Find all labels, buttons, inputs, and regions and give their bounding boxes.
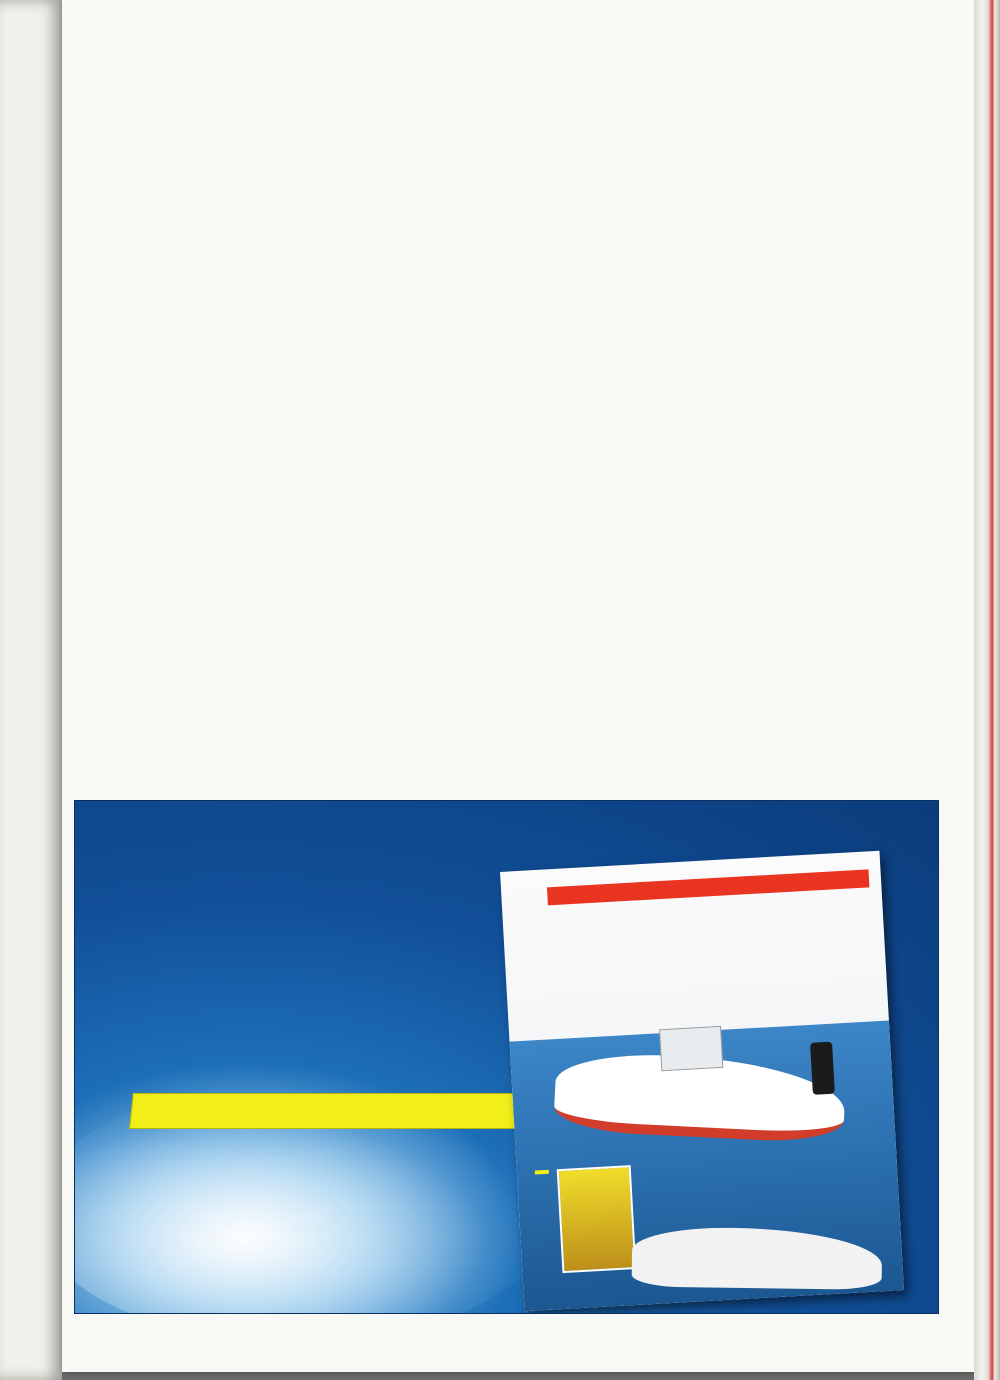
page-stack-edge <box>974 0 1000 1380</box>
magazine-cover <box>500 851 904 1312</box>
magazine-page <box>62 0 974 1372</box>
facing-page-edge <box>0 0 62 1380</box>
cover-topic-strip <box>547 869 870 905</box>
outboard-motor-image <box>810 1042 835 1095</box>
bonus-magazine-thumbnail <box>557 1165 637 1273</box>
boat-console-image <box>659 1026 723 1071</box>
bonus-magazine-label <box>535 1170 549 1175</box>
magazine-advertisement <box>74 800 939 1314</box>
